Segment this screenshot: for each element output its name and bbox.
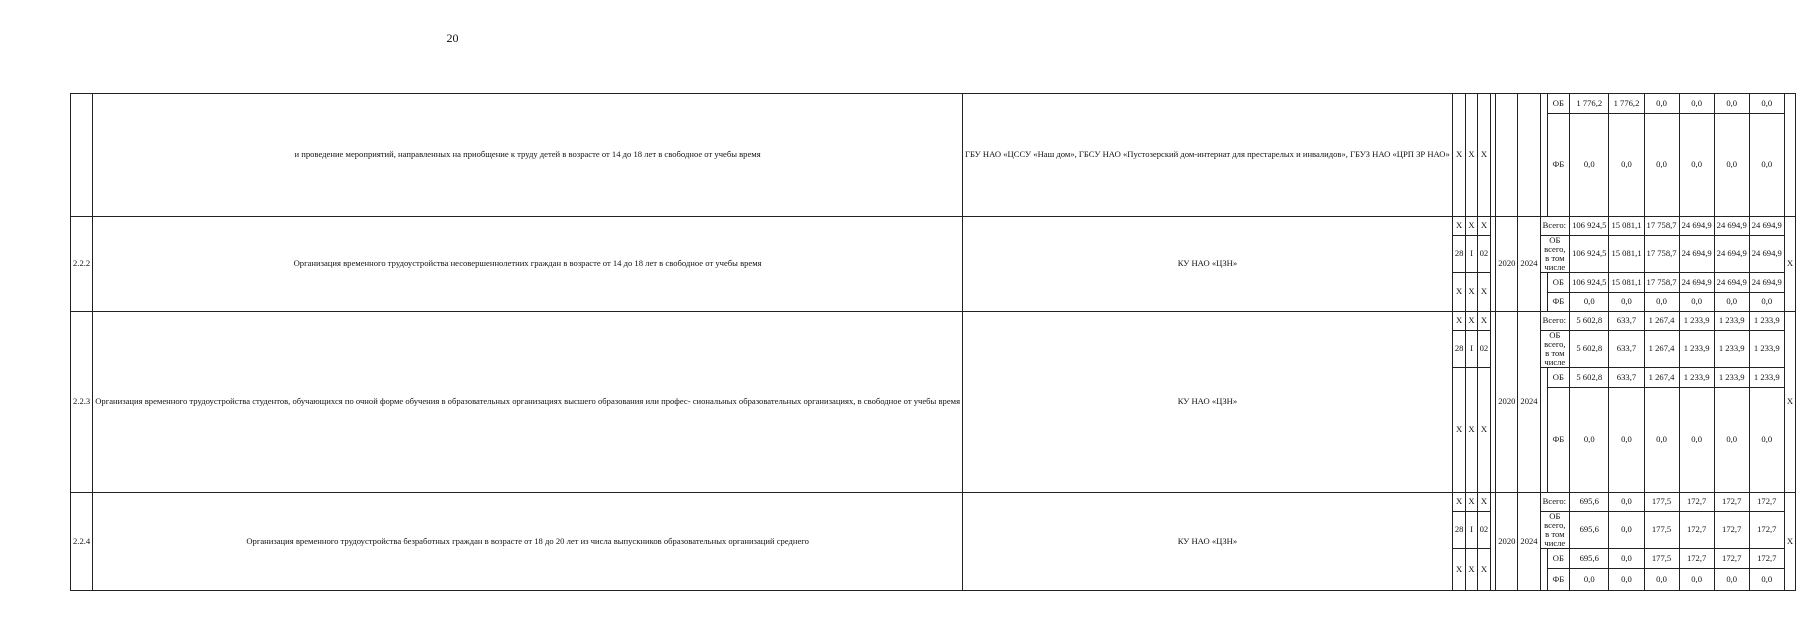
amount: 172,7: [1714, 512, 1749, 549]
row-number: 2.2.3: [71, 312, 93, 493]
code-cell: I: [1466, 331, 1477, 368]
amount: 24 694,9: [1714, 273, 1749, 293]
code-cell: Х: [1477, 312, 1491, 331]
amount: 0,0: [1644, 114, 1679, 217]
amount: 1 267,4: [1644, 331, 1679, 368]
funding-label: ОБ всего, в том числе: [1540, 512, 1569, 549]
executor: КУ НАО «ЦЗН»: [963, 312, 1453, 493]
year-end: 2024: [1518, 217, 1540, 312]
amount: 0,0: [1679, 569, 1714, 591]
code-cell: Х: [1452, 94, 1466, 217]
code-cell: Х: [1466, 493, 1477, 512]
year-end: 2024: [1518, 312, 1540, 493]
amount: 0,0: [1609, 293, 1644, 312]
code-cell: Х: [1466, 94, 1477, 217]
amount: 0,0: [1714, 388, 1749, 493]
code-cell: 28: [1452, 512, 1466, 549]
amount: 1 233,9: [1714, 331, 1749, 368]
amount: 0,0: [1749, 293, 1784, 312]
amount: 1 267,4: [1644, 368, 1679, 388]
code-cell: Х: [1452, 493, 1466, 512]
blank-cell: [1540, 94, 1547, 217]
amount: 0,0: [1714, 569, 1749, 591]
amount: 177,5: [1644, 512, 1679, 549]
amount: 5 602,8: [1570, 331, 1609, 368]
amount: 172,7: [1749, 549, 1784, 569]
funding-label: ОБ всего, в том числе: [1540, 236, 1569, 273]
amount: 0,0: [1570, 114, 1609, 217]
amount: 1 776,2: [1609, 94, 1644, 114]
amount: 0,0: [1749, 94, 1784, 114]
code-cell: Х: [1466, 312, 1477, 331]
amount: 177,5: [1644, 493, 1679, 512]
amount: 24 694,9: [1679, 217, 1714, 236]
amount: 1 776,2: [1570, 94, 1609, 114]
row-number: [71, 94, 93, 217]
amount: 0,0: [1679, 293, 1714, 312]
funding-label: ОБ: [1547, 368, 1569, 388]
amount: 0,0: [1749, 388, 1784, 493]
amount: 24 694,9: [1679, 236, 1714, 273]
amount: 24 694,9: [1714, 217, 1749, 236]
amount: 24 694,9: [1749, 273, 1784, 293]
table-row: [71, 217, 1796, 236]
amount: 633,7: [1609, 331, 1644, 368]
code-cell: 02: [1477, 512, 1491, 549]
code-cell: Х: [1452, 368, 1466, 493]
amount: 172,7: [1679, 493, 1714, 512]
amount: 0,0: [1609, 512, 1644, 549]
code-cell: Х: [1452, 549, 1466, 591]
table-row: [71, 312, 1796, 331]
code-cell: Х: [1452, 312, 1466, 331]
code-cell: Х: [1466, 273, 1477, 312]
amount: 0,0: [1714, 94, 1749, 114]
amount: 106 924,5: [1570, 273, 1609, 293]
amount: 172,7: [1714, 549, 1749, 569]
funding-label: ОБ: [1547, 94, 1569, 114]
funding-label: ФБ: [1547, 569, 1569, 591]
blank-cell: [1540, 368, 1547, 493]
code-cell: Х: [1452, 273, 1466, 312]
amount: 172,7: [1714, 493, 1749, 512]
funding-label: ФБ: [1547, 293, 1569, 312]
executor: ГБУ НАО «ЦССУ «Наш дом», ГБСУ НАО «Пустозерский дом-интернат для престарелых и инвалидов», ГБУЗ НАО «ЦРП ЗР НАО»: [963, 94, 1453, 217]
amount: 0,0: [1714, 293, 1749, 312]
year-start: 2020: [1496, 217, 1518, 312]
funding-label: ФБ: [1547, 114, 1569, 217]
code-cell: Х: [1477, 217, 1491, 236]
amount: 172,7: [1749, 512, 1784, 549]
amount: 0,0: [1679, 94, 1714, 114]
funding-label: Всего:: [1540, 217, 1569, 236]
amount: 0,0: [1609, 549, 1644, 569]
amount: 1 233,9: [1714, 368, 1749, 388]
amount: 633,7: [1609, 368, 1644, 388]
year-start: 2020: [1496, 312, 1518, 493]
program-activities-table: [70, 93, 1796, 591]
code-cell: 02: [1477, 331, 1491, 368]
funding-label: ФБ: [1547, 388, 1569, 493]
amount: 1 233,9: [1679, 331, 1714, 368]
funding-label: ОБ: [1547, 273, 1569, 293]
code-cell: Х: [1477, 94, 1491, 217]
activity-name: и проведение мероприятий, направленных на приобщение к труду детей в возрасте от 14 до 18 лет в свободное от учебы время: [93, 94, 963, 217]
amount: 0,0: [1609, 569, 1644, 591]
amount: 106 924,5: [1570, 236, 1609, 273]
amount: 5 602,8: [1570, 312, 1609, 331]
blank-cell: [1540, 549, 1547, 591]
amount: 0,0: [1644, 94, 1679, 114]
amount: 17 758,7: [1644, 273, 1679, 293]
amount: 17 758,7: [1644, 217, 1679, 236]
amount: 1 267,4: [1644, 312, 1679, 331]
blank-cell: [1540, 273, 1547, 312]
code-cell: Х: [1477, 273, 1491, 312]
amount: 1 233,9: [1714, 312, 1749, 331]
funding-label: Всего:: [1540, 493, 1569, 512]
amount: 1 233,9: [1749, 331, 1784, 368]
amount: 0,0: [1749, 114, 1784, 217]
amount: 24 694,9: [1679, 273, 1714, 293]
amount: 1 233,9: [1679, 368, 1714, 388]
amount: 172,7: [1679, 549, 1714, 569]
code-cell: 02: [1477, 236, 1491, 273]
code-cell: 28: [1452, 236, 1466, 273]
amount: 0,0: [1644, 569, 1679, 591]
year-end: 2024: [1518, 493, 1540, 591]
code-cell: I: [1466, 512, 1477, 549]
activity-name: Организация временного трудоустройства безработных граждан в возрасте от 18 до 20 лет из числа выпускников образовательных организаций среднего: [93, 493, 963, 591]
amount: 24 694,9: [1714, 236, 1749, 273]
amount: 0,0: [1714, 114, 1749, 217]
amount: 24 694,9: [1749, 236, 1784, 273]
amount: 15 081,1: [1609, 217, 1644, 236]
code-cell: Х: [1466, 368, 1477, 493]
result: Х: [1784, 312, 1795, 493]
amount: 0,0: [1609, 114, 1644, 217]
code-cell: Х: [1477, 549, 1491, 591]
code-cell: Х: [1452, 217, 1466, 236]
result: [1784, 94, 1795, 217]
amount: 0,0: [1679, 388, 1714, 493]
amount: 5 602,8: [1570, 368, 1609, 388]
code-cell: Х: [1477, 493, 1491, 512]
code-cell: 28: [1452, 331, 1466, 368]
code-cell: I: [1466, 236, 1477, 273]
result: Х: [1784, 217, 1795, 312]
amount: 17 758,7: [1644, 236, 1679, 273]
amount: 0,0: [1679, 114, 1714, 217]
year-end: [1518, 94, 1540, 217]
amount: 0,0: [1644, 388, 1679, 493]
row-number: 2.2.2: [71, 217, 93, 312]
amount: 1 233,9: [1679, 312, 1714, 331]
funding-label: ОБ: [1547, 549, 1569, 569]
amount: 695,6: [1570, 493, 1609, 512]
amount: 24 694,9: [1749, 217, 1784, 236]
amount: 0,0: [1570, 569, 1609, 591]
funding-label: ОБ всего, в том числе: [1540, 331, 1569, 368]
amount: 1 233,9: [1749, 312, 1784, 331]
table-row: [71, 493, 1796, 512]
code-cell: Х: [1466, 217, 1477, 236]
code-cell: Х: [1466, 549, 1477, 591]
executor: КУ НАО «ЦЗН»: [963, 493, 1453, 591]
amount: 0,0: [1609, 388, 1644, 493]
amount: 633,7: [1609, 312, 1644, 331]
amount: 0,0: [1609, 493, 1644, 512]
row-number: 2.2.4: [71, 493, 93, 591]
amount: 1 233,9: [1749, 368, 1784, 388]
amount: 172,7: [1749, 493, 1784, 512]
amount: 695,6: [1570, 512, 1609, 549]
year-start: [1496, 94, 1518, 217]
result: Х: [1784, 493, 1795, 591]
page-number: 20: [446, 31, 459, 45]
amount: 172,7: [1679, 512, 1714, 549]
amount: 0,0: [1570, 293, 1609, 312]
amount: 15 081,1: [1609, 236, 1644, 273]
amount: 15 081,1: [1609, 273, 1644, 293]
amount: 0,0: [1570, 388, 1609, 493]
executor: КУ НАО «ЦЗН»: [963, 217, 1453, 312]
funding-label: Всего:: [1540, 312, 1569, 331]
amount: 177,5: [1644, 549, 1679, 569]
table-row: [71, 94, 1796, 114]
amount: 695,6: [1570, 549, 1609, 569]
activity-name: Организация временного трудоустройства студентов, обучающихся по очной форме обучения в образовательных организациях высшего образования или профес- сиональных образовательных организациях, в свободное от учебы время: [93, 312, 963, 493]
activity-name: Организация временного трудоустройства несовершеннолетних граждан в возрасте от 14 до 18 лет в свободное от учебы время: [93, 217, 963, 312]
amount: 106 924,5: [1570, 217, 1609, 236]
amount: 0,0: [1644, 293, 1679, 312]
amount: 0,0: [1749, 569, 1784, 591]
year-start: 2020: [1496, 493, 1518, 591]
code-cell: Х: [1477, 368, 1491, 493]
